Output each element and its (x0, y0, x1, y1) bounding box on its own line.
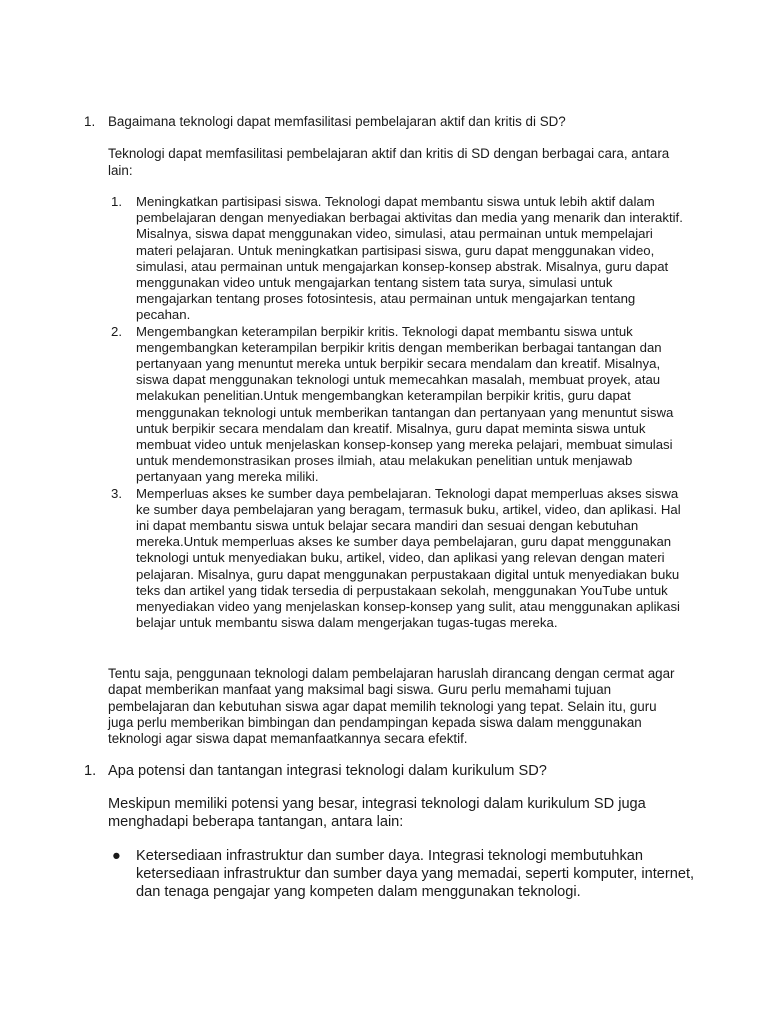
list-item (108, 324, 688, 486)
question-2-intro: Meskipun memiliki potensi yang besar, integrasi teknologi dalam kurikulum SD juga menghadapi beberapa tantangan, antara lain: (108, 796, 646, 830)
list-item (108, 486, 688, 632)
question-1-number: 1. (84, 114, 96, 129)
list-item-number: 3. (111, 485, 122, 501)
bullet-item-text: Ketersediaan infrastruktur dan sumber daya. Integrasi teknologi membutuhkan ketersediaan infrastruktur dan sumber daya yang memadai, seperti komputer, internet, dan tenaga pengajar yang kompeten dalam menggunakan teknologi. (136, 848, 695, 900)
question-1-closing: Tentu saja, penggunaan teknologi dalam pembelajaran haruslah dirancang dengan cermat agar dapat memberikan manfaat yang maksimal bagi siswa. Guru perlu memahami tujuan pembelajaran dan kebutuhan siswa agar dapat memilih teknologi yang tepat. Selain itu, guru juga perlu memberikan bimbingan dan pendampingan kepada siswa dalam menggunakan teknologi agar siswa dapat memanfaatkannya secara efektif. (108, 666, 675, 747)
question-2-number: 1. (84, 763, 97, 779)
list-item-text: Meningkatkan partisipasi siswa. Teknologi dapat membantu siswa untuk lebih aktif dalam pembelajaran dengan menyediakan berbagai aktivitas dan media yang menarik dan interaktif. Misalnya, siswa dapat menggunakan video, simulasi, atau permainan untuk mempelajari materi pelajaran. Untuk meningkatkan partisipasi siswa, guru dapat menggunakan video, simulasi, atau permainan untuk mengajarkan konsep-konsep abstrak. Misalnya, guru dapat menggunakan video untuk mengajarkan tentang sistem tata surya, simulasi untuk mengajarkan tentang proses fotosintesis, atau permainan untuk mengajarkan tentang pecahan. (136, 194, 683, 323)
question-1-list (108, 194, 688, 631)
list-item-number: 1. (111, 194, 122, 209)
list-item-text: Mengembangkan keterampilan berpikir kritis. Teknologi dapat membantu siswa untuk mengembangkan keterampilan berpikir kritis dengan memberikan berbagai tantangan dan pertanyaan yang menuntut mereka untuk berpikir secara mendalam dan kreatif. Misalnya, siswa dapat menggunakan teknologi untuk memecahkan masalah, membuat proyek, atau melakukan penelitian.Untuk mengembangkan keterampilan berpikir kritis, guru dapat menggunakan teknologi untuk memberikan tantangan dan pertanyaan yang menuntut siswa untuk berpikir secara mendalam dan kreatif. Misalnya, guru dapat meminta siswa untuk membuat video untuk menjelaskan konsep-konsep yang mereka pelajari, membuat simulasi untuk mendemonstrasikan proses ilmiah, atau melakukan penelitian untuk menjawab pertanyaan yang mereka miliki. (136, 323, 674, 485)
question-1-title: Bagaimana teknologi dapat memfasilitasi pembelajaran aktif dan kritis di SD? (108, 114, 566, 129)
list-item (108, 194, 688, 324)
list-item-number: 2. (111, 323, 122, 339)
bullet-marker: ● (112, 848, 121, 864)
bullet-item (108, 847, 716, 901)
question-2-title: Apa potensi dan tantangan integrasi teknologi dalam kurikulum SD? (108, 763, 547, 779)
question-1-intro: Teknologi dapat memfasilitasi pembelajaran aktif dan kritis di SD dengan berbagai cara, antara lain: (108, 146, 670, 178)
list-item-text: Memperluas akses ke sumber daya pembelajaran. Teknologi dapat memperluas akses siswa ke sumber daya pembelajaran yang beragam, termasuk buku, artikel, video, dan aplikasi. Hal ini dapat membantu siswa untuk belajar secara mandiri dan sesuai dengan kebutuhan mereka.Untuk memperluas akses ke sumber daya pembelajaran, guru dapat menggunakan teknologi untuk menyediakan buku, artikel, video, dan aplikasi yang relevan dengan materi pelajaran. Misalnya, guru dapat menggunakan perpustakaan digital untuk menyediakan buku teks dan artikel yang tidak tersedia di perpustakaan sekolah, menggunakan YouTube untuk menyediakan video yang menjelaskan konsep-konsep yang sulit, atau menggunakan aplikasi belajar untuk membantu siswa dalam mengerjakan tugas-tugas mereka. (136, 485, 681, 631)
